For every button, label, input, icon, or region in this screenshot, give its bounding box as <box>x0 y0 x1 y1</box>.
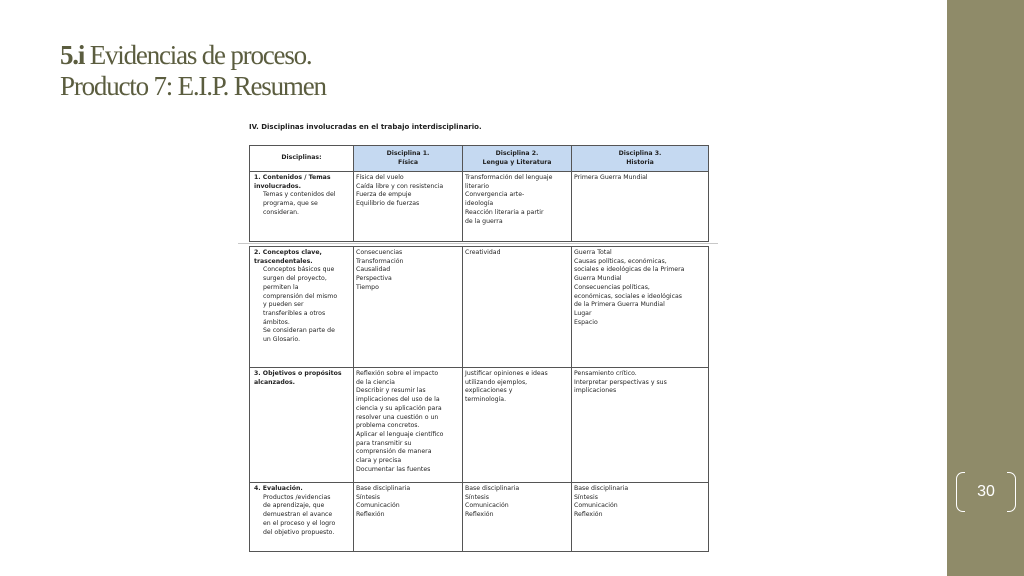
title-line-1 <box>60 40 326 71</box>
slide-title <box>60 40 326 102</box>
header-discipline-2: Disciplina 2. Lengua y Literatura <box>463 146 572 172</box>
document-heading: IV. Disciplinas involucradas en el trabajo interdisciplinario. <box>249 123 482 131</box>
page-break-line <box>238 243 718 244</box>
row-label <box>250 483 354 552</box>
row-title: 4. Evaluación. <box>254 485 303 492</box>
row-label <box>250 172 354 242</box>
page-number-badge <box>956 472 1016 512</box>
row-description: Conceptos básicos que surgen del proyecto, permiten la comprensión del mismo y pueden ser transferibles a otros ámbitos. Se consideran parte de un Glosario. <box>263 266 338 344</box>
cell-discipline-1: Consecuencias Transformación Causalidad Perspectiva Tiempo <box>354 247 463 368</box>
cell-discipline-2: Base disciplinaria Síntesis Comunicación Reflexión <box>463 483 572 552</box>
cell-discipline-1: Física del vuelo Caída libre y con resistencia Fuerza de empuje Equilibrio de fuerzas <box>354 172 463 242</box>
cell-discipline-3: Guerra Total Causas políticas, económicas, sociales e ideológicas de la Primera Guerra Mundial Consecuencias políticas, económicas, sociales e ideológicas de la Primera Guerra Mundial Lugar Espacio <box>572 247 709 368</box>
table-header-row <box>250 146 709 172</box>
cell-discipline-2: Transformación del lenguaje literario Convergencia arte- ideología Reacción literaria a partir de la guerra <box>463 172 572 242</box>
row-title: 2. Conceptos clave, trascendentales. <box>254 249 322 265</box>
cell-discipline-2: Justificar opiniones e ideas utilizando ejemplos, explicaciones y terminología. <box>463 368 572 483</box>
disciplines-table-top <box>249 145 709 242</box>
title-number: 5.i <box>60 40 85 70</box>
table-row-contenidos <box>250 172 709 242</box>
row-label <box>250 368 354 483</box>
row-label <box>250 247 354 368</box>
table-row-evaluacion <box>250 483 709 552</box>
cell-discipline-2: Creatividad <box>463 247 572 368</box>
cell-discipline-1: Reflexión sobre el impacto de la ciencia Describir y resumir las implicaciones del uso de la ciencia y su aplicación para resolver una cuestión o un problema concretos. Aplicar el lenguaje científico para transmitir su comprensión de manera clara y precisa Documentar las fuentes <box>354 368 463 483</box>
row-description: Temas y contenidos del programa, que se consideran. <box>263 191 336 216</box>
row-title: 1. Contenidos / Temas involucrados. <box>254 174 331 190</box>
cell-discipline-3: Base disciplinaria Síntesis Comunicación Reflexión <box>572 483 709 552</box>
title-text: Evidencias de proceso. <box>89 40 312 70</box>
left-bracket <box>956 472 965 512</box>
right-bracket <box>1007 472 1016 512</box>
table-row-objetivos <box>250 368 709 483</box>
table-row-conceptos <box>250 247 709 368</box>
header-discipline-1: Disciplina 1. Física <box>354 146 463 172</box>
cell-discipline-3: Primera Guerra Mundial <box>572 172 709 242</box>
cell-discipline-1: Base disciplinaria Síntesis Comunicación Reflexión <box>354 483 463 552</box>
header-disciplinas: Disciplinas: <box>250 146 354 172</box>
row-description: Productos /evidencias de aprendizaje, que demuestran el avance en el proceso y el logro del objetivo propuesto. <box>263 493 336 536</box>
document-image <box>238 117 718 557</box>
page-number: 30 <box>977 483 995 500</box>
row-title: 3. Objetivos o propósitos alcanzados. <box>254 370 342 386</box>
cell-discipline-3: Pensamiento crítico. Interpretar perspectivas y sus implicaciones <box>572 368 709 483</box>
disciplines-table-bottom <box>249 246 709 552</box>
header-discipline-3: Disciplina 3. Historia <box>572 146 709 172</box>
slide-subtitle: Producto 7: E.I.P. Resumen <box>60 71 326 101</box>
